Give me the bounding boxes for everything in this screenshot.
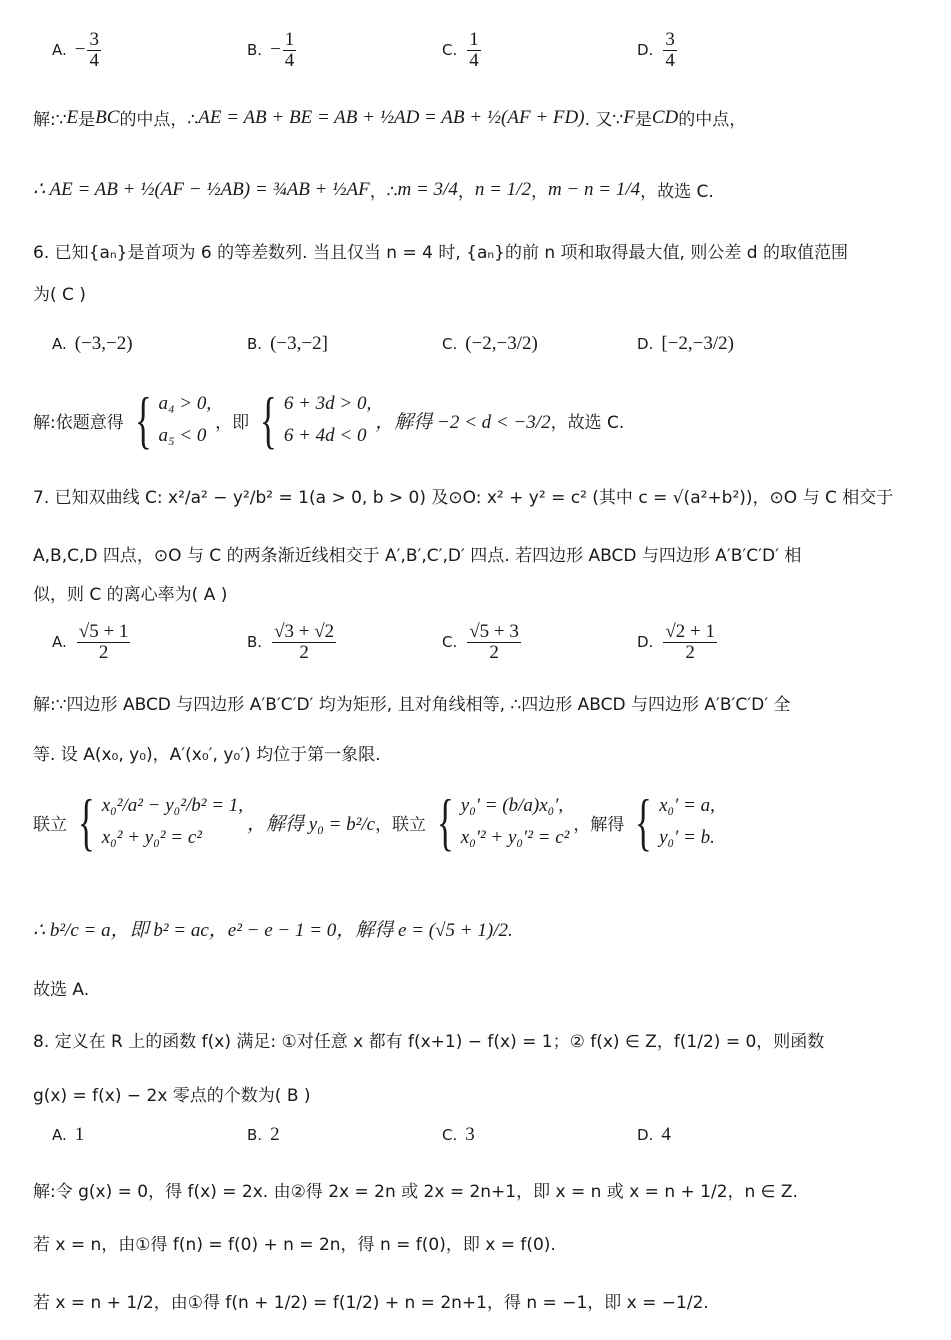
q6-option-c: C. (−2,−3/2)	[442, 333, 538, 354]
q7-option-d: D. $\frac{√2 + 1}{2}$	[637, 621, 715, 663]
q7-stem-line-3: 似，则 C 的离心率为( A )	[33, 585, 228, 605]
q8-solution-line-3: 若 x = n + 1/2，由①得 f(n + 1/2) = f(1/2) + n = 2n+1，得 n = −1，即 x = −1/2.	[33, 1293, 709, 1313]
q7-option-b: B. $\frac{√3 + √2}{2}$	[247, 621, 335, 663]
q5-solution-line-1: 解:∵ E 是 BC 的中点，∴ AE = AB + BE = AB + ½AD = AB + ½(AF + FD) . 又∵ F 是 CD 的中点，	[33, 106, 747, 130]
q6-option-a: A. (−3,−2)	[52, 333, 133, 354]
q6-stem-line-2: 为( C )	[33, 285, 86, 305]
fraction: $\frac{1}{4}$	[284, 29, 295, 71]
vector-equation: ∴ AE = AB + ½(AF − ½AB) = ¾AB + ½AF	[33, 179, 370, 200]
fraction: $\frac{1}{4}$	[469, 29, 479, 71]
q8-option-b: B. 2	[247, 1124, 280, 1145]
q8-stem-line-1: 8. 定义在 R 上的函数 f(x) 满足: ①对任意 x 都有 f(x+1) − f(x) = 1；② f(x) ∈ Z，f(1/2) = 0，则函数	[33, 1032, 825, 1052]
q7-conclusion: 故选 A.	[33, 980, 90, 1000]
q5-conclusion: 故选 C.	[657, 182, 714, 202]
equation-system: { 6 + 3d > 0, 6 + 4d < 0	[260, 384, 372, 455]
q5-solution-line-2: ∴ AE = AB + ½(AF − ½AB) = ¾AB + ½AF ，∴ m = 3/4 ， n = 1/2 ， m − n = 1/4 ， 故选 C.	[33, 178, 714, 202]
q6-solution: 解:依题意得 { a₄ > 0, a₅ < 0 ，即 { 6 + 3d > 0, 6 + 4d < 0 ，解得 −2 < d < −3/2 ，故选 C.	[33, 384, 625, 455]
q8-options	[52, 1124, 912, 1146]
q7-options	[52, 622, 912, 663]
q7-option-c: C. $\frac{√5 + 3}{2}$	[442, 621, 519, 663]
q5-option-c: C. $\frac{1}{4}$	[442, 29, 479, 71]
q7-solution-line-2: 等. 设 A(x₀, y₀)，A′(x₀′, y₀′) 均位于第一象限.	[33, 745, 381, 765]
q8-stem-line-2: g(x) = f(x) − 2x 零点的个数为( B )	[33, 1086, 311, 1106]
q7-option-a: A. $\frac{√5 + 1}{2}$	[52, 621, 129, 663]
q5-option-b: B. − $\frac{1}{4}$	[247, 29, 295, 71]
q5-option-d: D. $\frac{3}{4}$	[637, 29, 675, 71]
fraction: $\frac{3}{4}$	[89, 29, 99, 71]
q5-option-a: A. − $\frac{3}{4}$	[52, 29, 99, 71]
fraction: $\frac{3}{4}$	[665, 29, 675, 71]
q6-option-d: D. [−2,−3/2)	[637, 333, 734, 354]
equation-system: { x₀²/a² − y₀²/b² = 1, x₀² + y₀² = c²	[77, 786, 244, 857]
q5-options	[52, 30, 912, 71]
q8-option-d: D. 4	[637, 1124, 671, 1145]
q7-solution-line-3: 联立 { x₀²/a² − y₀²/b² = 1, x₀² + y₀² = c² ，解得 y₀ = b²/c ，联立 { y₀′ = (b/a)x₀′, x₀′² + y₀′² = c² ，解得 { x₀′ = a, y₀′ = b.	[33, 786, 715, 857]
q7-stem-line-1: 7. 已知双曲线 C: x²/a² − y²/b² = 1(a > 0, b > 0) 及⊙O: x² + y² = c² (其中 c = √(a²+b²))，⊙O 与 C 相交于	[33, 488, 894, 508]
q7-solution-line-1: 解:∵四边形 ABCD 与四边形 A′B′C′D′ 均为矩形, 且对角线相等, ∴四边形 ABCD 与四边形 A′B′C′D′ 全	[33, 695, 791, 715]
q8-option-a: A. 1	[52, 1124, 85, 1145]
q6-stem-line-1: 6. 已知{aₙ}是首项为 6 的等差数列. 当且仅当 n = 4 时, {aₙ}的前 n 项和取得最大值, 则公差 d 的取值范围	[33, 243, 848, 263]
q8-solution-line-2: 若 x = n，由①得 f(n) = f(0) + n = 2n，得 n = f(0)，即 x = f(0).	[33, 1235, 556, 1255]
q6-options	[52, 333, 912, 355]
vector-equation: AE = AB + BE = AB + ½AD = AB + ½(AF + FD)	[198, 106, 585, 128]
q8-option-c: C. 3	[442, 1124, 475, 1145]
equation-system: { y₀′ = (b/a)x₀′, x₀′² + y₀′² = c²	[436, 786, 570, 857]
equation-system: { a₄ > 0, a₅ < 0	[134, 384, 212, 455]
q7-solution-line-4: ∴ b²/c = a，即 b² = ac，e² − e − 1 = 0，解得 e = (√5 + 1)/2.	[33, 920, 513, 941]
q7-stem-line-2: A,B,C,D 四点，⊙O 与 C 的两条渐近线相交于 A′,B′,C′,D′ 四点. 若四边形 ABCD 与四边形 A′B′C′D′ 相	[33, 546, 802, 566]
equation-system: { x₀′ = a, y₀′ = b.	[635, 786, 715, 857]
q8-solution-line-1: 解:令 g(x) = 0，得 f(x) = 2x. 由②得 2x = 2n 或 2x = 2n+1，即 x = n 或 x = n + 1/2，n ∈ Z.	[33, 1182, 798, 1202]
q6-option-b: B. (−3,−2]	[247, 333, 328, 354]
